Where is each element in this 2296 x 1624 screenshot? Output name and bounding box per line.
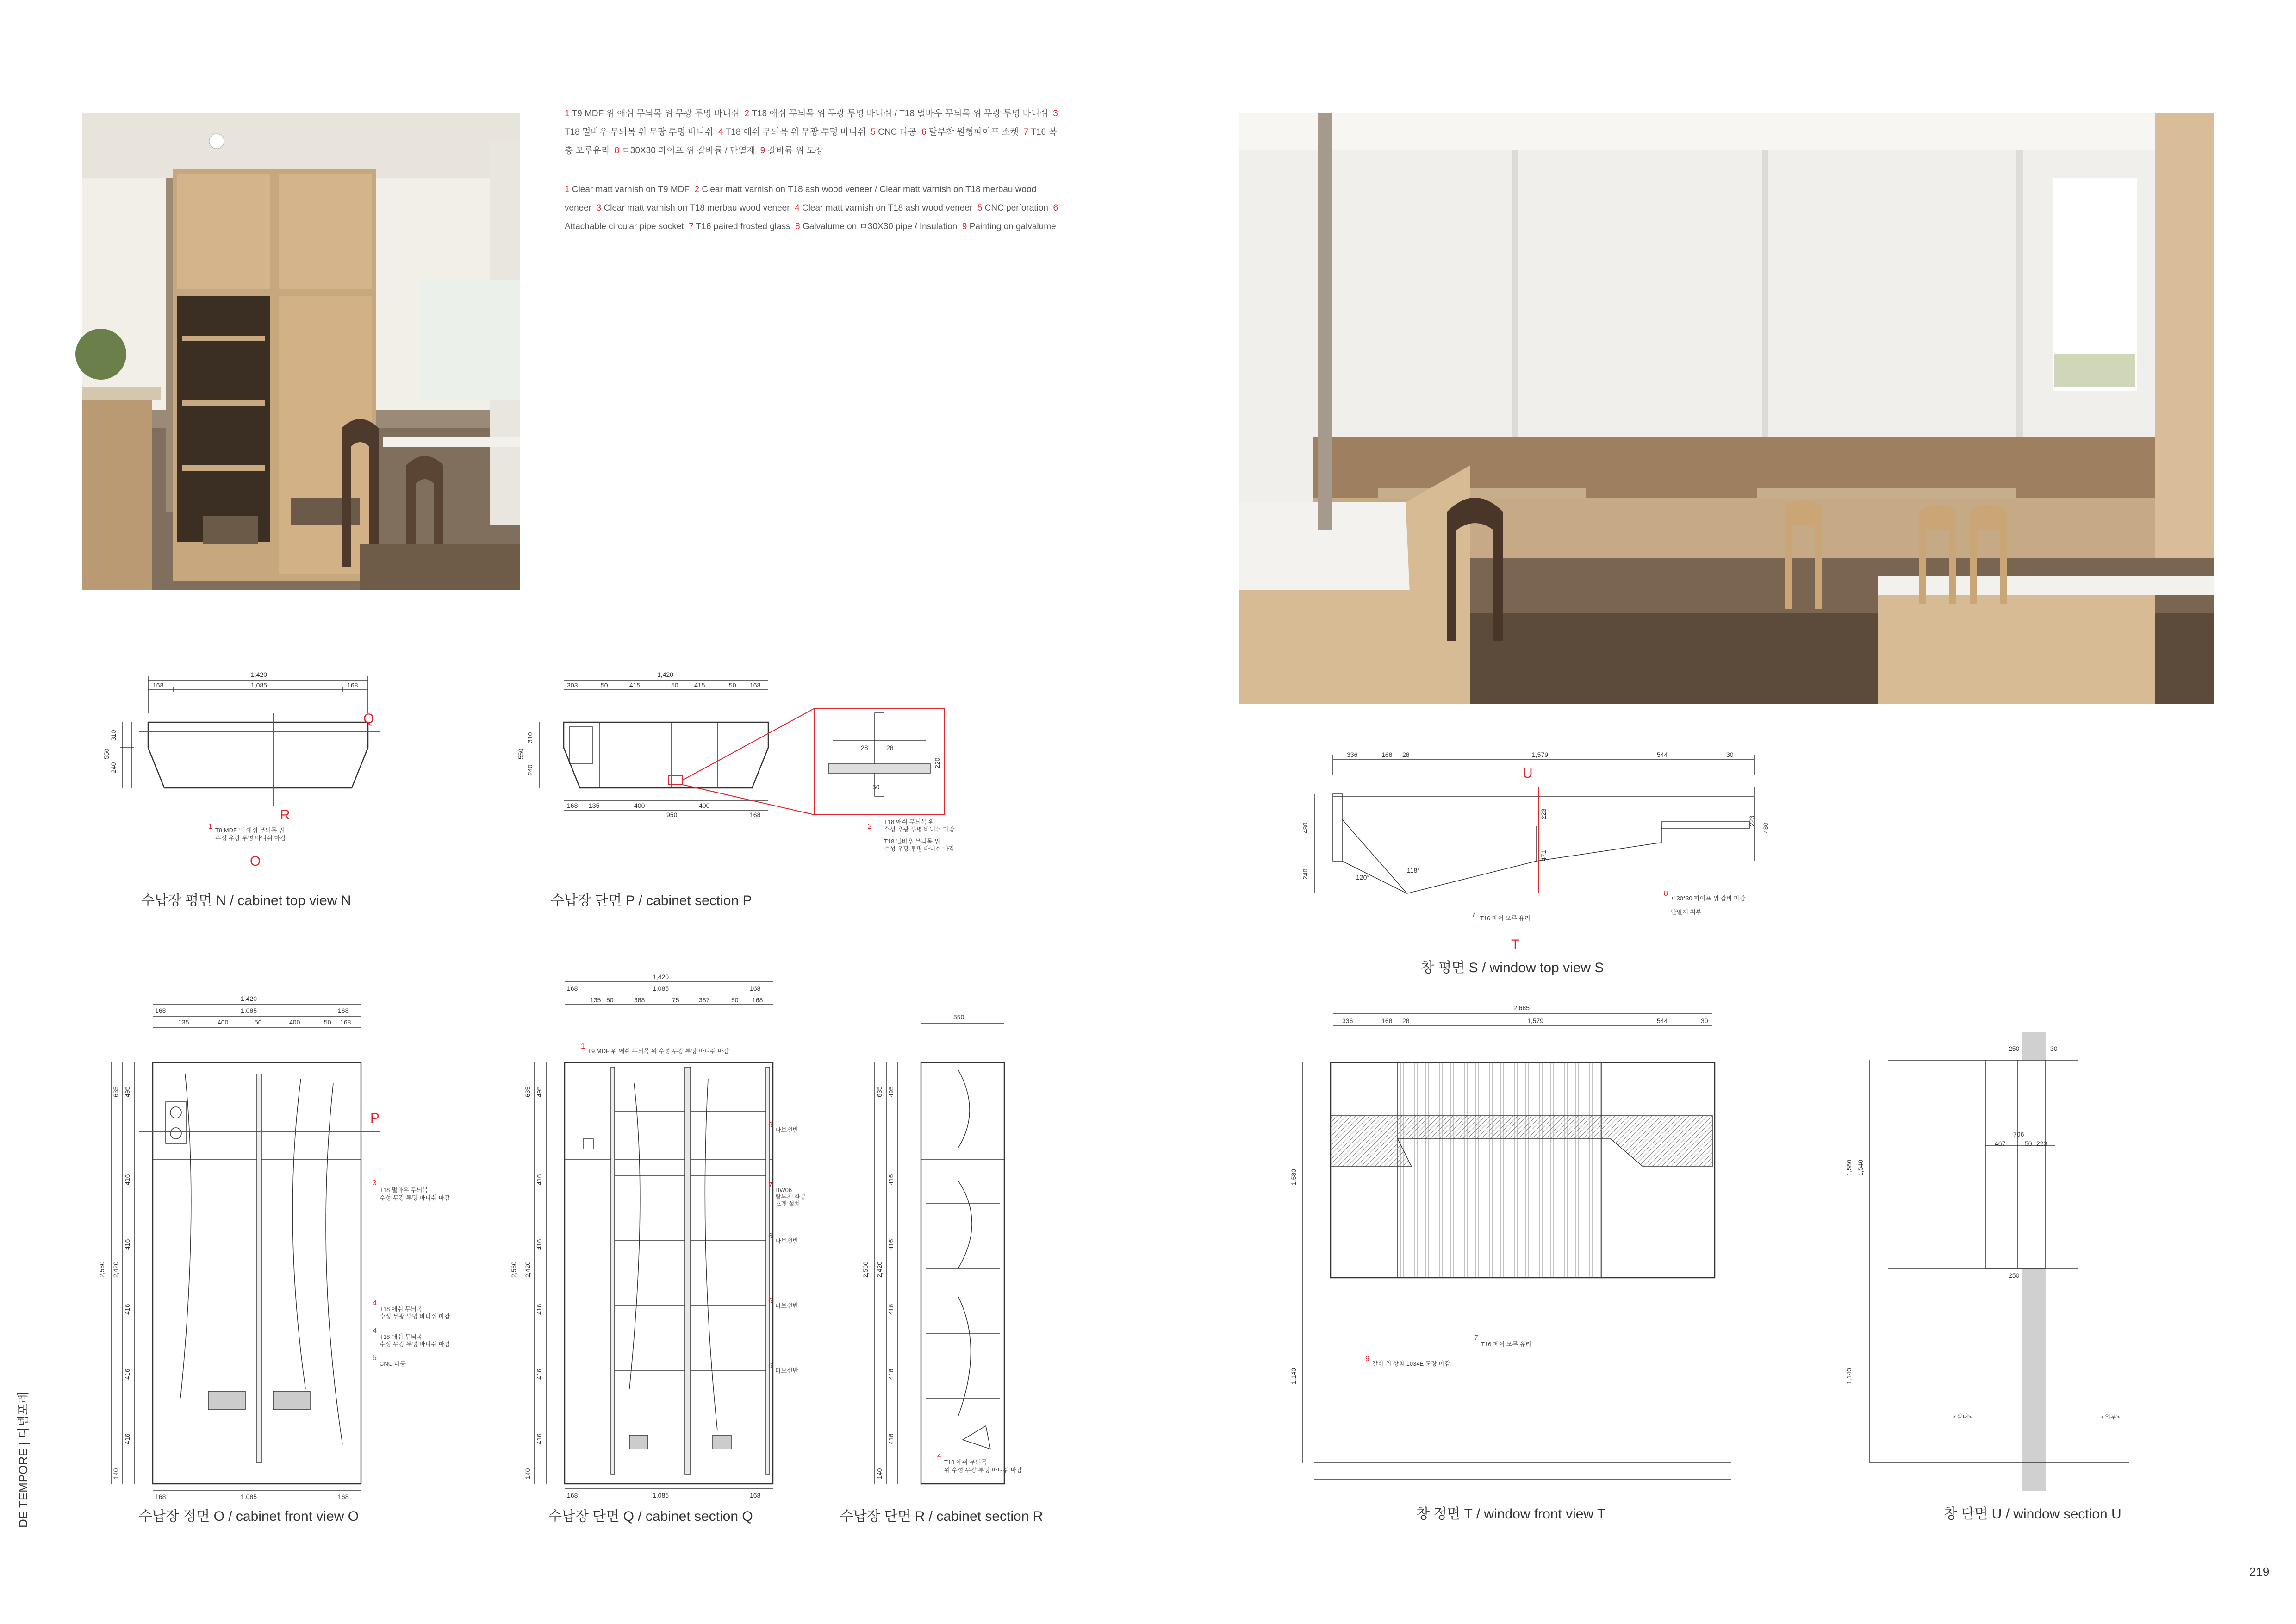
dim-label: 1,579: [1527, 1017, 1544, 1024]
dim-label: 168: [155, 1007, 166, 1014]
note: T18 애쉬 무늬목: [380, 1333, 423, 1340]
dim-label: 240: [1301, 868, 1309, 880]
note: 다보선반: [775, 1237, 799, 1244]
dim-label: 75: [672, 996, 679, 1004]
dim-label: 1,420: [657, 671, 674, 678]
dim-label: 168: [1381, 751, 1393, 758]
dim-label: 30: [1726, 751, 1734, 758]
dim-label: 2,420: [112, 1261, 119, 1278]
marker-u: U: [1523, 766, 1533, 781]
dim-label: 2,560: [98, 1261, 106, 1278]
legend-text: ㅁ30X30 파이프 위 갈바륨 / 단열재: [622, 146, 755, 156]
dim-label: 168: [567, 802, 578, 809]
legend-text: Clear matt varnish on T9 MDF: [572, 185, 690, 194]
legend-text: T18 애쉬 무늬목 위 무광 투명 바니쉬: [725, 127, 866, 137]
legend-text: Painting on galvalume: [969, 222, 1056, 231]
dim-label: 168: [338, 1007, 349, 1014]
note: T9 MDF 위 애쉬 무늬목 위: [215, 827, 285, 834]
restaurant-photo: [1239, 113, 2214, 704]
legend-num: 3: [1053, 109, 1058, 119]
dim-label: 168: [153, 681, 164, 689]
note: T18 애쉬 무늬목 위: [884, 818, 934, 825]
dim-label: 550: [517, 748, 524, 759]
dim-label: 168: [750, 1492, 761, 1499]
callout-num: 5: [373, 1354, 377, 1362]
dim-label: 387: [699, 996, 710, 1004]
caption-window-front-t: 창 정면 T / window front view T: [1416, 1506, 1606, 1522]
dim-label: 416: [535, 1174, 543, 1185]
note: T18 멀바우 무늬목 위: [884, 838, 940, 845]
callout-num: 8: [1664, 890, 1668, 898]
dim-label: 140: [524, 1468, 531, 1479]
angle-label: 120°: [1356, 874, 1369, 881]
dim-label: 416: [887, 1174, 895, 1185]
page-number: 219: [2249, 1565, 2270, 1579]
note: 수성 우광 투명 바니쉬 마감: [884, 845, 955, 852]
dim-label: 635: [876, 1086, 883, 1097]
vertical-label: [14, 1250, 31, 1528]
legend-num: 8: [795, 222, 800, 231]
legend-num: 4: [718, 127, 723, 137]
note: 수성 우광 투명 바니쉬 마감: [884, 826, 955, 833]
dim-label: 2,560: [862, 1261, 869, 1278]
dim-label: 416: [887, 1433, 895, 1444]
dim-label: 168: [750, 985, 761, 992]
legend-num: 9: [760, 146, 765, 156]
dim-label: 168: [567, 1492, 578, 1499]
dim-label: 310: [526, 732, 534, 743]
dim-label: 467: [1995, 1140, 2006, 1147]
dim-label: 220: [933, 757, 941, 768]
drawing-cabinet-front-view-o: [83, 981, 500, 1500]
legend-num: 5: [871, 127, 876, 137]
legend-text: T9 MDF 위 애쉬 무늬목 위 무광 투명 바니쉬: [572, 109, 740, 119]
dim-label: 303: [567, 681, 578, 689]
legend-num: 7: [689, 222, 694, 231]
dim-label: 416: [887, 1304, 895, 1315]
note: T16 페어 모루 유리: [1480, 915, 1531, 922]
dim-label: 223: [1540, 808, 1547, 819]
note: 수성 우광 투명 바니쉬 마감: [215, 835, 286, 842]
legend-num: 2: [744, 109, 750, 119]
callout-num: 9: [1365, 1355, 1369, 1363]
note: 위 수성 무광 투명 바니쉬 마감: [944, 1467, 1022, 1474]
note: 다보선반: [775, 1126, 799, 1133]
dim-label: 50: [606, 996, 614, 1004]
dim-label: 400: [289, 1018, 300, 1026]
dim-label: 2,420: [876, 1261, 883, 1278]
note: CNC 타공: [380, 1360, 406, 1367]
dim-label: 416: [124, 1174, 131, 1185]
legend-text: 갈바륨 위 도장: [767, 146, 824, 156]
vertical-label-text: DE TEMPORE | 디템포레: [16, 1392, 30, 1528]
legend-text: CNC 타공: [878, 127, 917, 137]
note: HW06: [775, 1187, 792, 1193]
note: T18 멀바우 무늬목: [380, 1187, 428, 1193]
dim-label: 1,540: [1857, 1159, 1864, 1176]
dim-label: 495: [124, 1086, 131, 1097]
legend-text: T16 복층 모루유리: [565, 127, 1057, 156]
dim-label: 168: [567, 985, 578, 992]
dim-label: 1,085: [653, 1492, 669, 1499]
callout-num: 3: [373, 1179, 377, 1187]
dim-label: 50: [671, 681, 678, 689]
dim-label: 168: [155, 1493, 166, 1500]
note: 수성 무광 투명 바니쉬 마감: [380, 1341, 450, 1348]
legend-num: 1: [565, 185, 570, 194]
dim-label: 50: [731, 996, 739, 1004]
legend-text: T18 애쉬 무늬목 위 무광 투명 바니쉬 / T18 멀바우 무늬목 위 무광 투명 바니쉬: [752, 109, 1048, 119]
dim-label: 240: [526, 764, 534, 775]
note: T18 애쉬 무늬목: [380, 1305, 423, 1312]
note: T18 애쉬 무늬목: [944, 1459, 987, 1466]
legend-text: Galvalume on ㅁ30X30 pipe / Insulation: [803, 222, 958, 231]
angle-label: 118°: [1407, 867, 1420, 874]
legend-num: 5: [977, 203, 983, 213]
dim-label: 168: [750, 681, 761, 689]
dim-label: 416: [124, 1433, 131, 1444]
legend-text: Clear matt varnish on T18 ash wood veneer: [802, 203, 973, 213]
note: 탈부착 환봉: [775, 1193, 806, 1200]
callout-num: 6: [768, 1121, 772, 1129]
legend-num: 9: [962, 222, 967, 231]
dim-label: 50: [729, 681, 736, 689]
dim-label: 250: [2009, 1045, 2020, 1052]
note: 단열재 취부: [1671, 909, 1702, 916]
legend-text: T18 멀바우 무늬목 위 무광 투명 바니쉬: [565, 127, 714, 137]
legend-english: [565, 181, 1064, 236]
legend-text: Attachable circular pipe socket: [565, 222, 684, 231]
callout-num: 6: [768, 1232, 772, 1240]
legend-num: 3: [596, 203, 602, 213]
drawing-cabinet-top-view-n: [102, 662, 426, 880]
callout-num: 6: [768, 1362, 772, 1370]
dim-label: 28: [1402, 751, 1410, 758]
dim-label: 416: [124, 1368, 131, 1380]
legend-num: 7: [1023, 127, 1029, 137]
dim-label: 635: [112, 1086, 119, 1097]
dim-label: 50: [2025, 1140, 2032, 1147]
dim-label: 135: [590, 996, 601, 1004]
note: ㅁ30*30 파이프 위 갈바 마감: [1671, 895, 1746, 902]
dim-label: 1,580: [1845, 1159, 1853, 1176]
callout-num: 2: [868, 823, 872, 831]
dim-label: 336: [1347, 751, 1358, 758]
dim-label: 140: [112, 1468, 119, 1479]
marker-p: P: [370, 1111, 380, 1126]
dim-label: 480: [1762, 822, 1769, 833]
callout-num: 7: [768, 1181, 772, 1189]
note: 갈바 위 상화 1034E 도장 마감.: [1372, 1360, 1452, 1367]
note: 수성 무광 투명 바니쉬 마감: [380, 1194, 450, 1201]
dim-label: 2,685: [1513, 1004, 1530, 1012]
dim-label: 416: [535, 1304, 543, 1315]
dim-label: 415: [629, 681, 641, 689]
note: 소켓 설치: [775, 1200, 800, 1207]
callout-num: 4: [937, 1452, 941, 1460]
legend-text: 탈부착 원형파이프 소켓: [928, 127, 1019, 137]
note: 다보선반: [775, 1367, 799, 1374]
drawing-cabinet-section-r: [847, 1009, 1088, 1491]
dim-label: 544: [1657, 751, 1668, 758]
dim-label: 416: [887, 1368, 895, 1380]
cabinet-photo: [82, 113, 520, 590]
drawing-window-section-u: [1842, 1023, 2194, 1491]
caption-window-section-u: 창 단면 U / window section U: [1944, 1506, 2122, 1522]
dim-label: 1,420: [653, 973, 669, 981]
legend-num: 1: [565, 109, 570, 119]
dim-label: 1,140: [1845, 1368, 1853, 1384]
dim-label: 336: [1342, 1017, 1353, 1024]
dim-label: 1,085: [241, 1493, 257, 1500]
drawing-cabinet-section-q: [491, 972, 842, 1499]
callout-num: 6: [768, 1297, 772, 1305]
marker-t: T: [1511, 937, 1520, 952]
dim-label: 550: [103, 748, 110, 759]
dim-label: 168: [347, 681, 358, 689]
dim-label: 388: [634, 996, 645, 1004]
legend-num: 8: [614, 146, 620, 156]
dim-label: 416: [535, 1239, 543, 1250]
dim-label: 50: [872, 783, 880, 791]
note: <외부>: [2101, 1413, 2120, 1420]
note: T9 MDF 위 애쉬 무늬목 위 수성 무광 투명 바니쉬 마감: [588, 1048, 729, 1055]
dim-label: 250: [2009, 1272, 2020, 1279]
dim-label: 1,140: [1290, 1368, 1297, 1384]
legend-num: 2: [694, 185, 700, 194]
callout-num: 4: [373, 1299, 377, 1307]
caption-front-view-o: 수납장 정면 O / cabinet front view O: [139, 1509, 359, 1524]
legend-korean: [565, 105, 1064, 160]
dim-label: 950: [666, 811, 678, 818]
dim-label: 416: [124, 1304, 131, 1315]
dim-label: 416: [887, 1239, 895, 1250]
dim-label: 1,085: [241, 1007, 257, 1014]
dim-label: 28: [1402, 1017, 1410, 1024]
dim-label: 416: [124, 1239, 131, 1250]
drawing-cabinet-section-p: [509, 662, 1000, 880]
dim-label: 416: [535, 1368, 543, 1380]
dim-label: 1,420: [251, 671, 268, 678]
marker-o: O: [250, 854, 261, 869]
drawing-window-front-view-t: [1287, 1000, 1759, 1491]
caption-section-r: 수납장 단면 R / cabinet section R: [840, 1509, 1043, 1524]
dim-label: 135: [589, 802, 600, 809]
dim-label: 168: [750, 811, 761, 818]
note: T16 페어 모루 유리: [1481, 1341, 1531, 1348]
caption-top-view-n: 수납장 평면 N / cabinet top view N: [141, 893, 351, 908]
legend-text: CNC perforation: [984, 203, 1048, 213]
note: <실내>: [1953, 1413, 1972, 1420]
dim-label: 544: [1657, 1017, 1668, 1024]
marker-r: R: [280, 807, 290, 823]
dim-label: 1,579: [1532, 751, 1549, 758]
callout-num: 1: [581, 1043, 585, 1050]
dim-label: 400: [699, 802, 710, 809]
dim-label: 400: [218, 1018, 229, 1026]
dim-label: 706: [2013, 1131, 2024, 1138]
legend-num: 4: [795, 203, 800, 213]
dim-label: 50: [324, 1018, 331, 1026]
dim-label: 28: [861, 744, 868, 751]
dim-label: 550: [953, 1013, 964, 1021]
dim-label: 2,560: [510, 1261, 517, 1278]
dim-label: 168: [1381, 1017, 1393, 1024]
dim-label: 400: [634, 802, 645, 809]
dim-label: 495: [535, 1086, 543, 1097]
dim-label: 28: [886, 744, 894, 751]
dim-label: 50: [601, 681, 608, 689]
dim-label: 1,085: [251, 681, 268, 689]
marker-q: Q: [363, 711, 374, 726]
dim-label: 415: [694, 681, 705, 689]
dim-label: 140: [876, 1468, 883, 1479]
dim-label: 30: [2050, 1045, 2058, 1052]
dim-label: 223: [2036, 1140, 2047, 1147]
dim-label: 240: [110, 762, 117, 773]
dim-label: 168: [752, 996, 763, 1004]
dim-label: 168: [338, 1493, 349, 1500]
dim-label: 416: [535, 1433, 543, 1444]
dim-label: 635: [524, 1086, 531, 1097]
legend-text: Clear matt varnish on T18 ash wood veneer / Clear matt varnish on T18 merbau wood veneer: [565, 185, 1037, 213]
legend-num: 6: [1053, 203, 1058, 213]
note: 다보선반: [775, 1302, 799, 1309]
callout-num: 7: [1472, 911, 1476, 918]
drawing-window-top-view-s: [1287, 741, 1805, 954]
dim-label: 471: [1540, 850, 1547, 861]
caption-section-p: 수납장 단면 P / cabinet section P: [551, 893, 752, 908]
dim-label: 223: [1748, 815, 1755, 826]
dim-label: 1,580: [1290, 1168, 1297, 1185]
dim-label: 310: [110, 730, 117, 741]
caption-section-q: 수납장 단면 Q / cabinet section Q: [548, 1509, 753, 1524]
dim-label: 1,420: [241, 995, 257, 1002]
dim-label: 30: [1701, 1017, 1708, 1024]
dim-label: 135: [178, 1018, 189, 1026]
legend-text: T16 paired frosted glass: [696, 222, 790, 231]
caption-window-top-s: 창 평면 S / window top view S: [1421, 960, 1604, 975]
dim-label: 168: [340, 1018, 351, 1026]
dim-label: 495: [887, 1086, 895, 1097]
callout-num: 1: [208, 823, 212, 831]
callout-num: 7: [1474, 1334, 1478, 1342]
legend-num: 6: [921, 127, 927, 137]
dim-label: 480: [1301, 822, 1309, 833]
callout-num: 4: [373, 1327, 377, 1335]
dim-label: 1,085: [653, 985, 669, 992]
dim-label: 50: [255, 1018, 262, 1026]
dim-label: 2,420: [524, 1261, 531, 1278]
note: 수성 무광 투명 바니쉬 마감: [380, 1313, 450, 1320]
legend-text: Clear matt varnish on T18 merbau wood veneer: [604, 203, 790, 213]
